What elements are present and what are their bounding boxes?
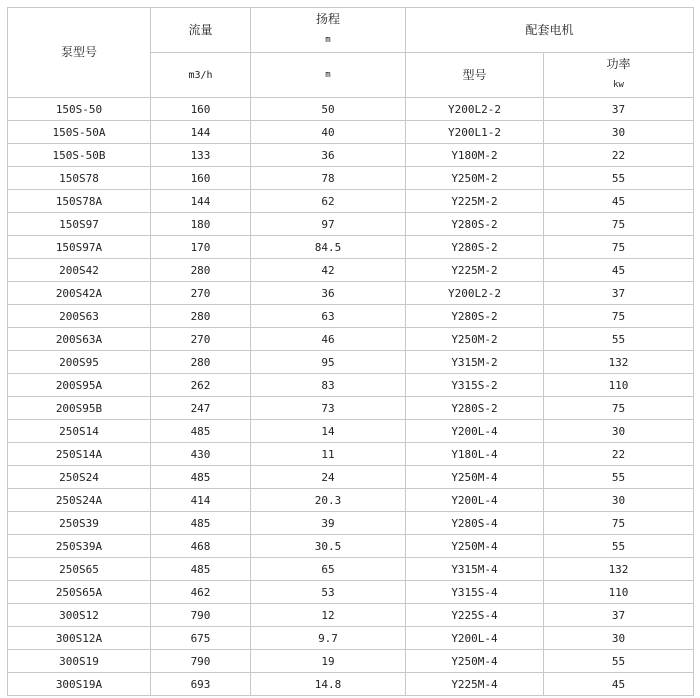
cell-power: 75 [544,213,694,236]
cell-motor-model: Y280S-4 [406,512,544,535]
table-row [8,443,694,466]
cell-head: 97 [251,213,406,236]
cell-flow: 280 [151,351,251,374]
cell-pump-model: 150S97A [8,236,151,259]
cell-power: 55 [544,328,694,351]
cell-head: 73 [251,397,406,420]
cell-power: 132 [544,558,694,581]
cell-flow: 693 [151,673,251,696]
cell-motor-model: Y200L-4 [406,627,544,650]
cell-power: 37 [544,282,694,305]
cell-head: 14 [251,420,406,443]
cell-motor-model: Y200L-4 [406,420,544,443]
cell-flow: 247 [151,397,251,420]
cell-motor-model: Y280S-2 [406,213,544,236]
table-row [8,351,694,374]
cell-power: 45 [544,259,694,282]
cell-head: 62 [251,190,406,213]
cell-pump-model: 250S39A [8,535,151,558]
cell-motor-model: Y225M-4 [406,673,544,696]
table-row [8,167,694,190]
cell-power: 55 [544,167,694,190]
cell-power: 110 [544,374,694,397]
header-row-top [8,8,694,53]
cell-head: 46 [251,328,406,351]
cell-flow: 280 [151,259,251,282]
cell-motor-model: Y250M-4 [406,650,544,673]
cell-head: 50 [251,98,406,121]
cell-flow: 790 [151,604,251,627]
table-row [8,673,694,696]
header-head-label: 扬程 [315,12,340,26]
cell-head: 40 [251,121,406,144]
table-row [8,535,694,558]
cell-motor-model: Y250M-2 [406,328,544,351]
cell-power: 75 [544,397,694,420]
cell-power: 75 [544,305,694,328]
table-row [8,328,694,351]
cell-flow: 468 [151,535,251,558]
cell-pump-model: 250S65 [8,558,151,581]
cell-head: 36 [251,144,406,167]
cell-flow: 160 [151,98,251,121]
header-head-unit: m [251,53,406,98]
cell-motor-model: Y200L2-2 [406,98,544,121]
table-row [8,604,694,627]
cell-motor-model: Y280S-2 [406,236,544,259]
cell-motor-model: Y200L1-2 [406,121,544,144]
table-body [8,98,694,696]
cell-flow: 485 [151,466,251,489]
cell-motor-model: Y250M-4 [406,535,544,558]
cell-head: 11 [251,443,406,466]
cell-pump-model: 300S12A [8,627,151,650]
cell-pump-model: 200S95 [8,351,151,374]
cell-head: 9.7 [251,627,406,650]
cell-motor-model: Y315M-2 [406,351,544,374]
cell-flow: 430 [151,443,251,466]
cell-head: 20.3 [251,489,406,512]
cell-motor-model: Y225S-4 [406,604,544,627]
cell-flow: 133 [151,144,251,167]
cell-head: 42 [251,259,406,282]
cell-pump-model: 250S65A [8,581,151,604]
cell-head: 65 [251,558,406,581]
cell-flow: 270 [151,328,251,351]
cell-flow: 485 [151,558,251,581]
table-row [8,627,694,650]
cell-flow: 144 [151,190,251,213]
table-row [8,144,694,167]
cell-pump-model: 200S95B [8,397,151,420]
header-head [251,8,406,53]
header-flow-unit: m3/h [151,53,251,98]
cell-flow: 280 [151,305,251,328]
cell-head: 12 [251,604,406,627]
table-row [8,650,694,673]
header-pump-model: 泵型号 [8,8,151,98]
cell-pump-model: 200S63 [8,305,151,328]
cell-motor-model: Y180L-4 [406,443,544,466]
table-row [8,558,694,581]
cell-motor-model: Y315S-2 [406,374,544,397]
cell-pump-model: 300S19A [8,673,151,696]
cell-power: 30 [544,121,694,144]
cell-pump-model: 200S42A [8,282,151,305]
cell-motor-model: Y315M-4 [406,558,544,581]
cell-motor-model: Y280S-2 [406,397,544,420]
table-row [8,466,694,489]
cell-pump-model: 250S14 [8,420,151,443]
cell-power: 55 [544,466,694,489]
cell-pump-model: 150S78 [8,167,151,190]
cell-head: 30.5 [251,535,406,558]
cell-flow: 262 [151,374,251,397]
cell-pump-model: 150S-50A [8,121,151,144]
cell-head: 24 [251,466,406,489]
cell-pump-model: 200S42 [8,259,151,282]
cell-power: 22 [544,443,694,466]
cell-pump-model: 250S14A [8,443,151,466]
cell-pump-model: 200S95A [8,374,151,397]
cell-flow: 180 [151,213,251,236]
cell-flow: 414 [151,489,251,512]
header-power-label: 功率 [606,57,631,71]
cell-pump-model: 250S39 [8,512,151,535]
cell-flow: 485 [151,512,251,535]
cell-pump-model: 300S12 [8,604,151,627]
cell-motor-model: Y225M-2 [406,190,544,213]
header-flow: 流量 [151,8,251,53]
table-row [8,512,694,535]
table-row [8,121,694,144]
cell-motor-model: Y250M-4 [406,466,544,489]
table-row [8,374,694,397]
cell-motor-model: Y200L2-2 [406,282,544,305]
cell-pump-model: 150S-50B [8,144,151,167]
cell-power: 37 [544,604,694,627]
cell-pump-model: 200S63A [8,328,151,351]
table-row [8,259,694,282]
cell-flow: 170 [151,236,251,259]
cell-head: 63 [251,305,406,328]
header-motor-model: 型号 [406,53,544,98]
table-row [8,190,694,213]
cell-pump-model: 150S78A [8,190,151,213]
cell-pump-model: 150S97 [8,213,151,236]
cell-motor-model: Y200L-4 [406,489,544,512]
header-power [544,53,694,98]
cell-power: 55 [544,535,694,558]
cell-power: 75 [544,236,694,259]
cell-power: 37 [544,98,694,121]
cell-pump-model: 150S-50 [8,98,151,121]
table-row [8,282,694,305]
cell-head: 36 [251,282,406,305]
cell-flow: 462 [151,581,251,604]
cell-power: 45 [544,673,694,696]
cell-head: 78 [251,167,406,190]
cell-flow: 675 [151,627,251,650]
cell-power: 132 [544,351,694,374]
table-row [8,489,694,512]
cell-power: 22 [544,144,694,167]
table-row [8,581,694,604]
cell-pump-model: 250S24 [8,466,151,489]
cell-motor-model: Y225M-2 [406,259,544,282]
table-row [8,305,694,328]
cell-flow: 790 [151,650,251,673]
table-row [8,236,694,259]
cell-head: 53 [251,581,406,604]
cell-head: 39 [251,512,406,535]
header-head-unit-top: m [325,35,331,45]
cell-pump-model: 250S24A [8,489,151,512]
cell-power: 30 [544,489,694,512]
cell-power: 30 [544,420,694,443]
header-motor: 配套电机 [406,8,694,53]
cell-motor-model: Y180M-2 [406,144,544,167]
cell-flow: 160 [151,167,251,190]
cell-flow: 485 [151,420,251,443]
cell-head: 14.8 [251,673,406,696]
cell-power: 110 [544,581,694,604]
cell-head: 84.5 [251,236,406,259]
cell-head: 19 [251,650,406,673]
table-row [8,213,694,236]
table-row [8,397,694,420]
cell-power: 75 [544,512,694,535]
cell-flow: 270 [151,282,251,305]
cell-motor-model: Y250M-2 [406,167,544,190]
cell-head: 95 [251,351,406,374]
table-row [8,98,694,121]
cell-flow: 144 [151,121,251,144]
cell-pump-model: 300S19 [8,650,151,673]
cell-power: 55 [544,650,694,673]
cell-motor-model: Y315S-4 [406,581,544,604]
pump-spec-table [7,7,694,696]
table-row [8,420,694,443]
cell-head: 83 [251,374,406,397]
header-power-unit: kw [613,80,624,90]
cell-power: 30 [544,627,694,650]
cell-power: 45 [544,190,694,213]
cell-motor-model: Y280S-2 [406,305,544,328]
